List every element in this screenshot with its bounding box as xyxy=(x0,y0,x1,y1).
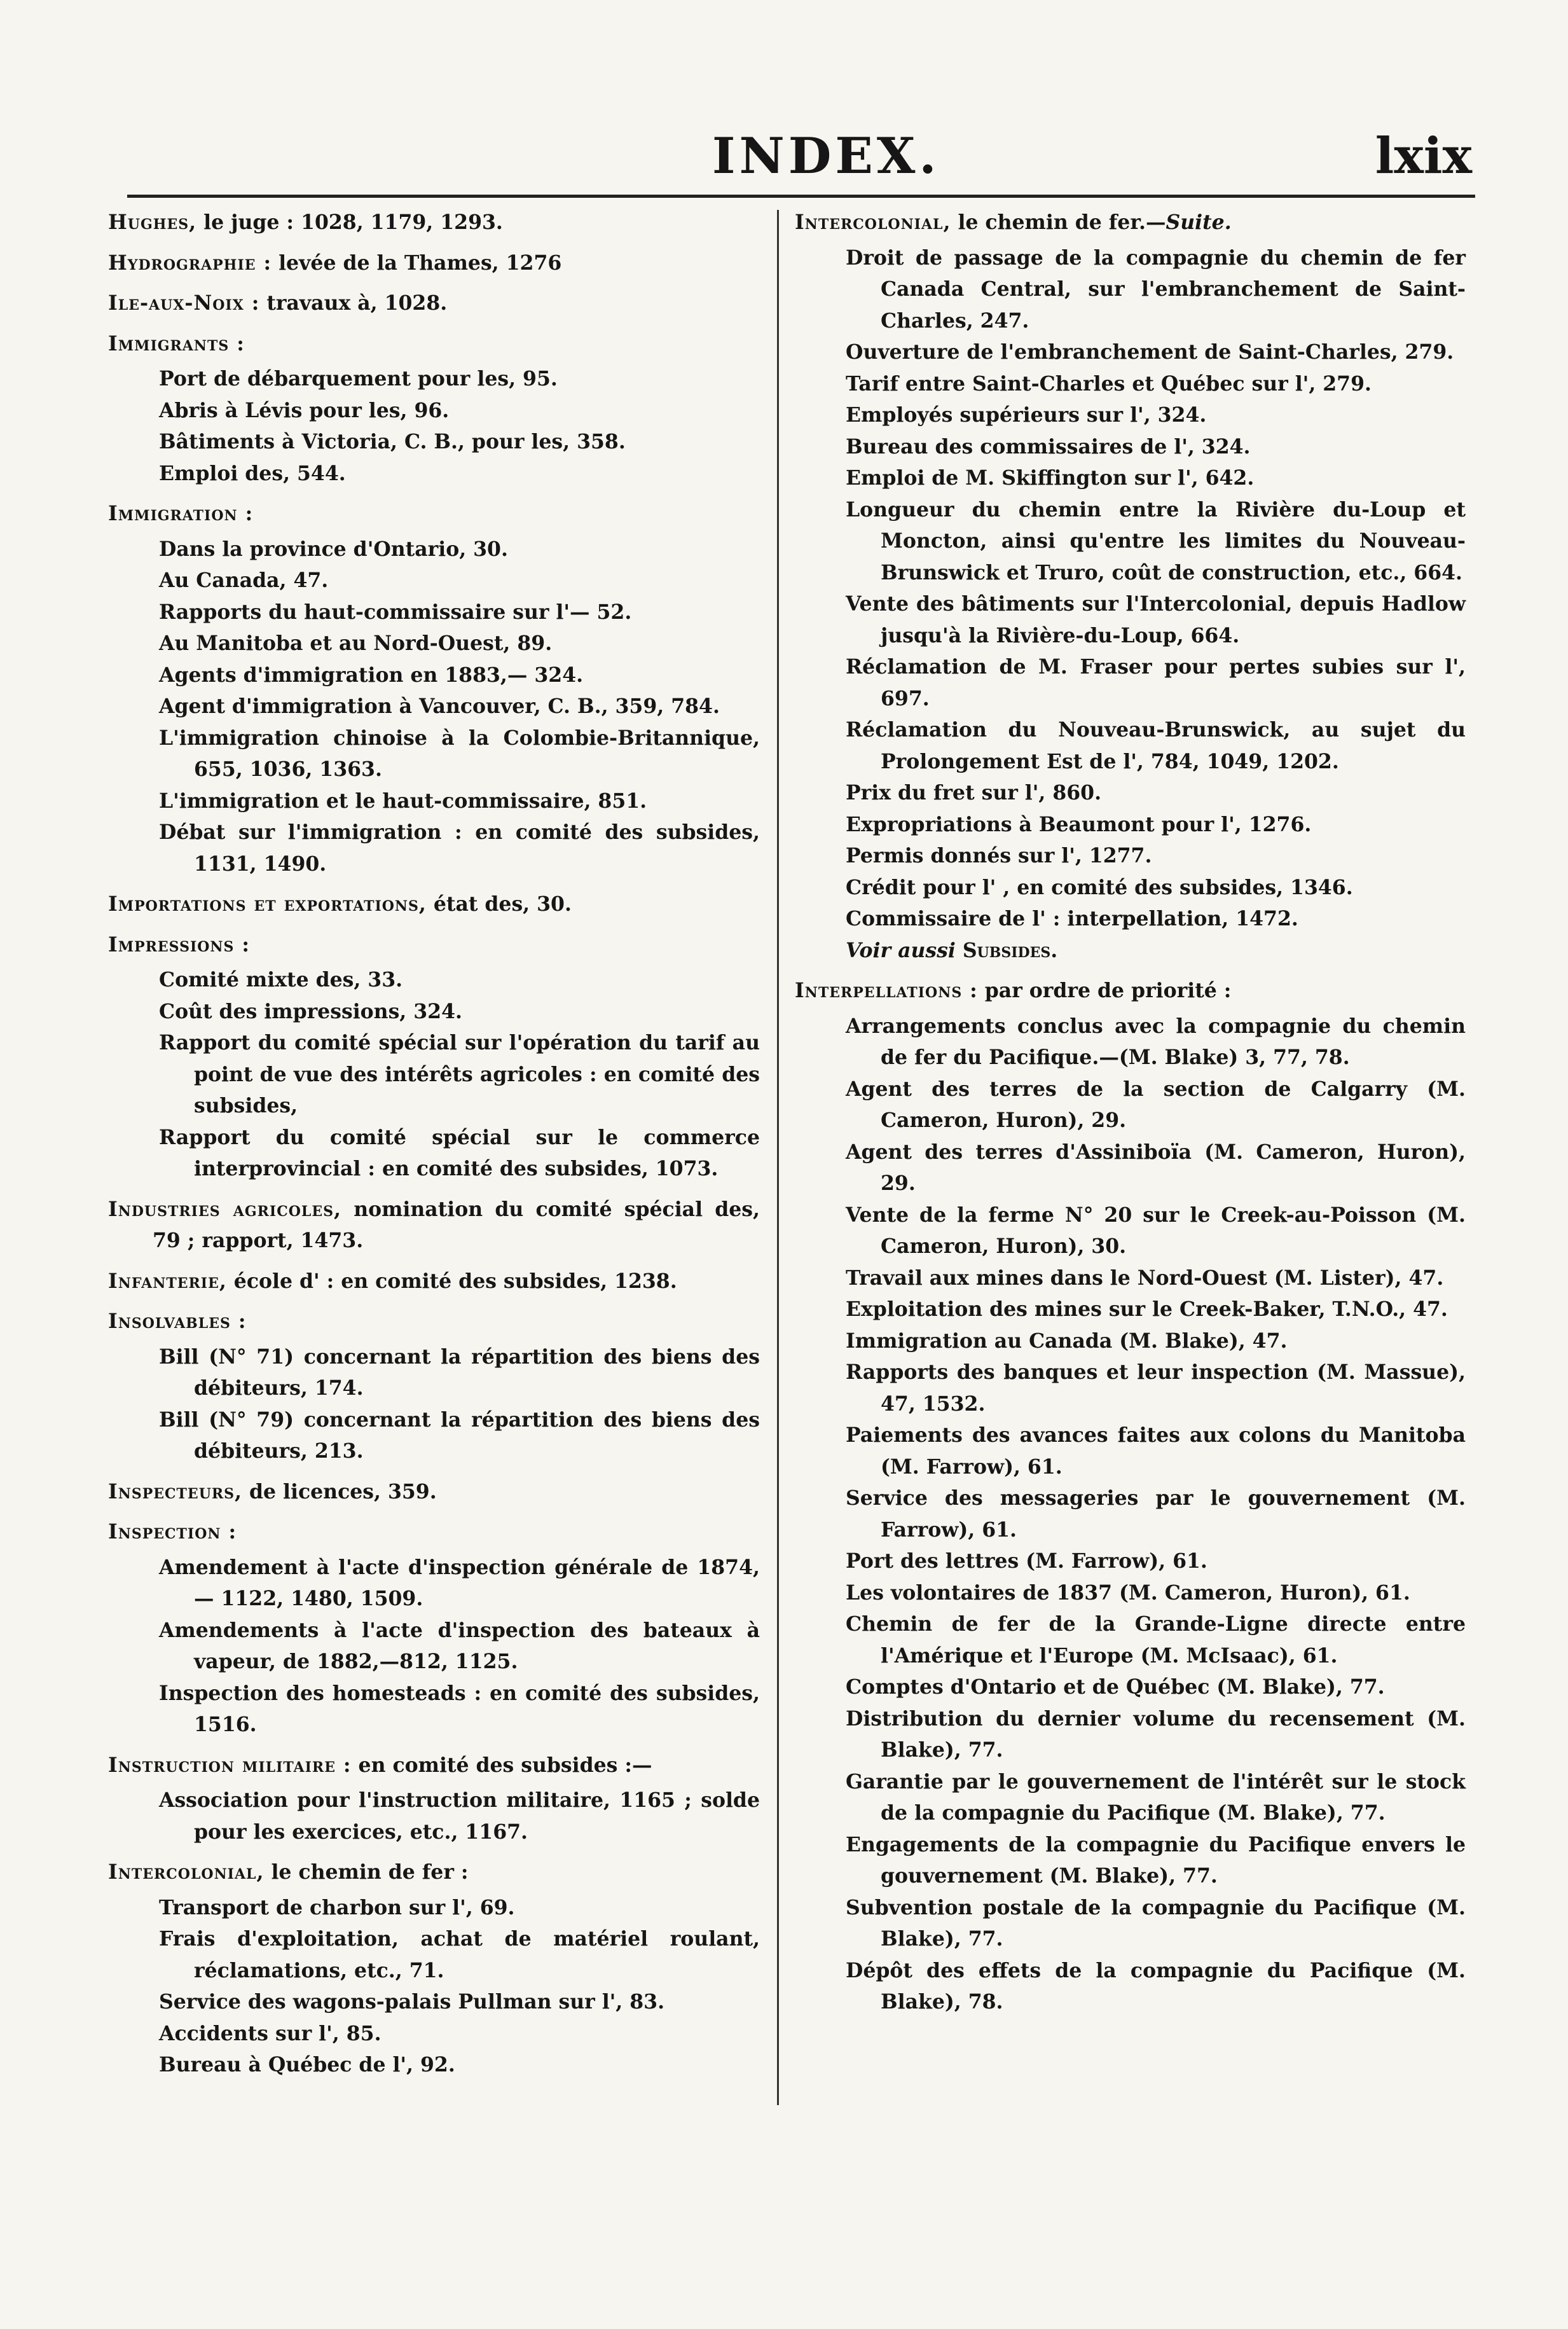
entry-heading: Ile-aux-Noix : xyxy=(108,291,260,315)
index-subentry: Inspection des homesteads : en comité des subsides, 1516. xyxy=(159,1681,760,1736)
index-entry xyxy=(108,498,760,530)
index-subentry: Bill (N° 79) concernant la répartition des biens des débiteurs, 213. xyxy=(159,1407,760,1463)
index-subentry: Paiements des avances faites aux colons du Manitoba (M. Farrow), 61. xyxy=(846,1423,1466,1479)
index-subentry: Distribution du dernier volume du recensement (M. Blake), 77. xyxy=(846,1706,1466,1762)
entry-heading: Impressions : xyxy=(108,932,251,957)
index-subentry: Ouverture de l'embranchement de Saint-Charles, 279. xyxy=(846,340,1454,364)
index-subentry: Emploi de M. Skiffington sur l', 642. xyxy=(846,466,1255,490)
entry-heading: Intercolonial, xyxy=(795,211,951,234)
index-subentry: Dans la province d'Ontario, 30. xyxy=(159,537,508,561)
index-subentry: Arrangements conclus avec la compagnie du chemin de fer du Pacifique.—(M. Blake) 3, 77, 78. xyxy=(846,1014,1466,1069)
index-entry xyxy=(108,1476,760,1508)
entry-text: travaux à, 1028. xyxy=(259,291,448,315)
index-subentry: Rapport du comité spécial sur l'opération du tarif au point de vue des intérêts agricoles : en comité des subsides, xyxy=(159,1031,760,1117)
index-subentry: Employés supérieurs sur l', 324. xyxy=(846,403,1207,427)
entry-heading: Immigration : xyxy=(108,502,254,525)
entry-italic: Suite. xyxy=(1166,211,1232,234)
index-subentry: Débat sur l'immigration : en comité des subsides, 1131, 1490. xyxy=(159,820,760,876)
index-subentry: Comptes d'Ontario et de Québec (M. Blake), 77. xyxy=(846,1675,1385,1699)
index-subentry: Au Manitoba et au Nord-Ouest, 89. xyxy=(159,632,553,655)
index-subentry: Exploitation des mines sur le Creek-Baker, T.N.O., 47. xyxy=(846,1297,1448,1321)
index-subentry: Amendements à l'acte d'inspection des bateaux à vapeur, de 1882,—812, 1125. xyxy=(159,1618,760,1673)
index-subentry: Réclamation de M. Fraser pour pertes subies sur l', 697. xyxy=(846,655,1466,710)
index-subentry: Réclamation du Nouveau-Brunswick, au sujet du Prolongement Est de l', 784, 1049, 1202. xyxy=(846,718,1466,773)
index-entry xyxy=(795,207,1466,238)
see-also-label: Voir aussi xyxy=(846,938,956,962)
entry-heading: Hydrographie : xyxy=(108,251,272,275)
index-subentry: Subvention postale de la compagnie du Pacifique (M. Blake), 77. xyxy=(846,1895,1466,1951)
index-entry xyxy=(108,929,760,961)
see-also-target: Subsides. xyxy=(962,938,1058,962)
index-subentry: Longueur du chemin entre la Rivière du-Loup et Moncton, ainsi qu'entre les limites du Nouveau-Brunswick et Truro, coût de construction, etc., 664. xyxy=(846,497,1466,584)
index-subentry: Travail aux mines dans le Nord-Ouest (M. Lister), 47. xyxy=(846,1266,1444,1290)
index-subentry: L'immigration chinoise à la Colombie-Britannique, 655, 1036, 1363. xyxy=(159,726,760,781)
index-subentry: Agent des terres de la section de Calgarry (M. Cameron, Huron), 29. xyxy=(846,1077,1466,1132)
index-subentry: Accidents sur l', 85. xyxy=(159,2021,382,2045)
index-subentry: Vente de la ferme N° 20 sur le Creek-au-Poisson (M. Cameron, Huron), 30. xyxy=(846,1203,1466,1258)
entry-text: le juge : 1028, 1179, 1293. xyxy=(196,211,503,234)
entry-heading: Inspecteurs, xyxy=(108,1479,243,1503)
index-subentry: Permis donnés sur l', 1277. xyxy=(846,844,1152,867)
index-entry xyxy=(108,1194,760,1257)
index-subentry: Service des messageries par le gouvernement (M. Farrow), 61. xyxy=(846,1486,1466,1542)
index-subentry: Engagements de la compagnie du Pacifique envers le gouvernement (M. Blake), 77. xyxy=(846,1832,1466,1888)
index-subentry: Amendement à l'acte d'inspection générale de 1874,— 1122, 1480, 1509. xyxy=(159,1555,760,1610)
entry-heading: Instruction militaire : xyxy=(108,1753,352,1777)
index-entry xyxy=(108,888,760,920)
index-entry xyxy=(108,1266,760,1297)
index-subentry: Comité mixte des, 33. xyxy=(159,968,403,992)
index-subentry: Garantie par le gouvernement de l'intérêt sur le stock de la compagnie du Pacifique (M. Blake), 77. xyxy=(846,1769,1466,1825)
index-subentry: Agents d'immigration en 1883,— 324. xyxy=(159,663,584,687)
header-rule xyxy=(127,195,1475,198)
index-subentry: Agent d'immigration à Vancouver, C. B., 359, 784. xyxy=(159,695,720,718)
entry-text: état des, 30. xyxy=(426,892,572,916)
index-subentry: Bureau à Québec de l', 92. xyxy=(159,2053,455,2077)
entry-heading: Importations et exportations, xyxy=(108,892,427,916)
left-column xyxy=(108,207,760,2085)
index-subentry: Abris à Lévis pour les, 96. xyxy=(159,398,450,422)
entry-text: le chemin de fer : xyxy=(264,1860,469,1884)
entry-heading: Inspection : xyxy=(108,1520,237,1544)
index-subentry: Port des lettres (M. Farrow), 61. xyxy=(846,1549,1207,1573)
index-entry xyxy=(108,287,760,319)
entry-heading: Industries agricoles, xyxy=(108,1197,341,1221)
index-subentry: Chemin de fer de la Grande-Ligne directe entre l'Amérique et l'Europe (M. McIsaac), 61. xyxy=(846,1612,1466,1668)
entry-heading: Interpellations : xyxy=(795,979,978,1002)
index-subentry: Crédit pour l' , en comité des subsides, 1346. xyxy=(846,875,1353,899)
index-subentry: Bill (N° 71) concernant la répartition des biens des débiteurs, 174. xyxy=(159,1344,760,1400)
entry-heading: Insolvables : xyxy=(108,1310,247,1333)
running-title: INDEX. xyxy=(712,127,940,185)
index-subentry: Dépôt des effets de la compagnie du Pacifique (M. Blake), 78. xyxy=(846,1958,1466,2014)
entry-heading: Hughes, xyxy=(108,211,197,234)
index-subentry: Frais d'exploitation, achat de matériel roulant, réclamations, etc., 71. xyxy=(159,1927,760,1982)
see-also xyxy=(795,935,1466,967)
entry-heading: Infanterie, xyxy=(108,1269,227,1293)
index-subentry: Prix du fret sur l', 860. xyxy=(846,781,1102,805)
index-entry xyxy=(108,207,760,238)
entry-text: école d' : en comité des subsides, 1238. xyxy=(226,1269,677,1293)
index-entry xyxy=(108,1856,760,1888)
index-subentry: Coût des impressions, 324. xyxy=(159,999,462,1023)
index-subentry: Emploi des, 544. xyxy=(159,461,346,485)
index-entry xyxy=(108,1306,760,1337)
index-subentry: Rapports du haut-commissaire sur l'— 52. xyxy=(159,600,632,624)
column-divider xyxy=(777,210,779,2105)
index-subentry: Service des wagons-palais Pullman sur l', 83. xyxy=(159,1990,665,2014)
index-subentry: Port de débarquement pour les, 95. xyxy=(159,367,558,390)
index-subentry: Les volontaires de 1837 (M. Cameron, Huron), 61. xyxy=(846,1580,1410,1605)
page-number: lxix xyxy=(1375,127,1472,185)
page-header xyxy=(121,127,1472,197)
index-subentry: Tarif entre Saint-Charles et Québec sur l', 279. xyxy=(846,371,1372,396)
entry-text: en comité des subsides :— xyxy=(351,1753,652,1777)
index-entry xyxy=(795,975,1466,1007)
index-subentry: Bâtiments à Victoria, C. B., pour les, 358. xyxy=(159,430,626,453)
entry-text: levée de la Thames, 1276 xyxy=(272,251,562,275)
index-subentry: Agent des terres d'Assiniboïa (M. Cameron, Huron), 29. xyxy=(846,1140,1466,1195)
index-entry xyxy=(108,1516,760,1548)
entry-text: nomination du comité spécial des, 79 ; rapport, 1473. xyxy=(153,1197,760,1252)
index-subentry: L'immigration et le haut-commissaire, 851. xyxy=(159,789,647,813)
right-column xyxy=(795,207,1466,2022)
index-subentry: Bureau des commissaires de l', 324. xyxy=(846,434,1251,459)
index-subentry: Expropriations à Beaumont pour l', 1276. xyxy=(846,812,1312,836)
index-subentry: Vente des bâtiments sur l'Intercolonial, depuis Hadlow jusqu'à la Rivière-du-Loup, 664. xyxy=(846,592,1466,647)
entry-text: par ordre de priorité : xyxy=(977,979,1232,1002)
index-entry xyxy=(108,247,760,279)
index-entry xyxy=(108,328,760,360)
index-subentry: Transport de charbon sur l', 69. xyxy=(159,1895,515,1919)
entry-text: le chemin de fer.— xyxy=(951,211,1166,234)
index-subentry: Au Canada, 47. xyxy=(159,569,329,592)
entry-text: de licences, 359. xyxy=(242,1479,437,1503)
index-subentry: Immigration au Canada (M. Blake), 47. xyxy=(846,1329,1288,1353)
index-subentry: Rapport du comité spécial sur le commerce interprovincial : en comité des subsides, 1073. xyxy=(159,1125,760,1180)
index-entry xyxy=(108,1750,760,1781)
entry-heading: Intercolonial, xyxy=(108,1860,265,1884)
index-subentry: Commissaire de l' : interpellation, 1472. xyxy=(846,907,1298,930)
index-subentry: Droit de passage de la compagnie du chemin de fer Canada Central, sur l'embranchement de Saint-Charles, 247. xyxy=(846,245,1466,333)
entry-heading: Immigrants : xyxy=(108,331,245,356)
index-subentry: Rapports des banques et leur inspection (M. Massue), 47, 1532. xyxy=(846,1360,1466,1416)
index-subentry: Association pour l'instruction militaire, 1165 ; solde pour les exercices, etc., 1167. xyxy=(159,1788,760,1844)
